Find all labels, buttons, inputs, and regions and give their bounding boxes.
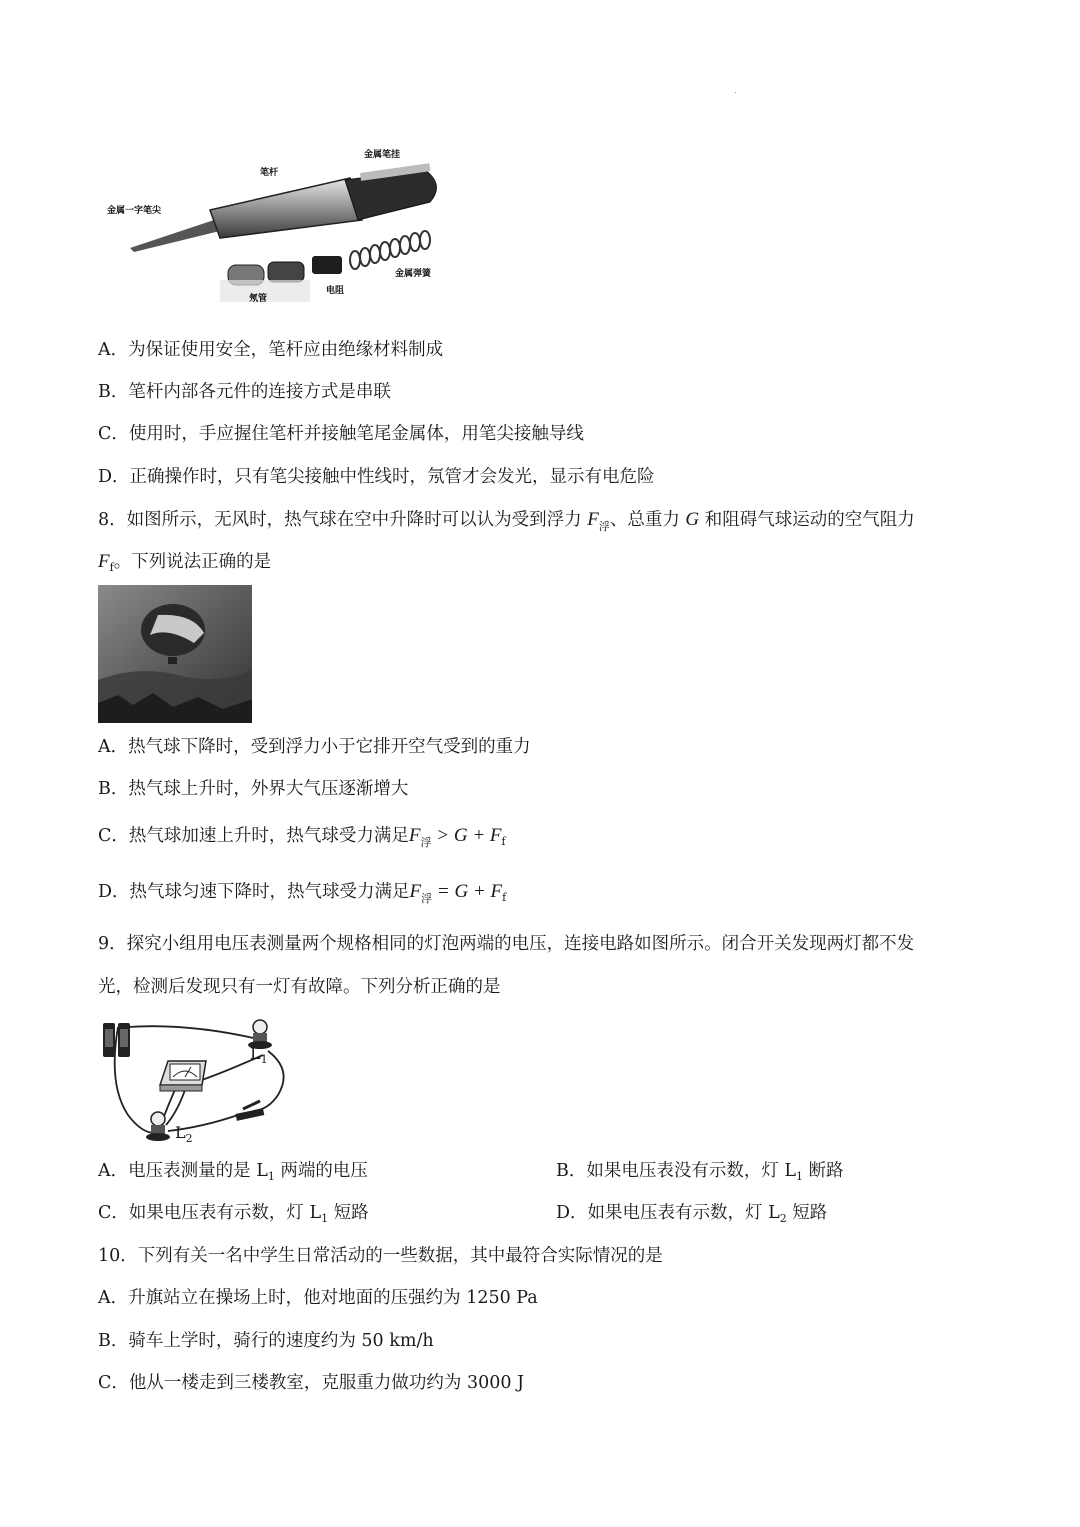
d-drag-symbol: F <box>490 881 503 902</box>
q9-c-post: 短路 <box>328 1203 369 1223</box>
q8-stem-text-3: 和阻碍气球运动的空气阻力 <box>704 510 915 530</box>
q7-option-c: C．使用时，手应握住笔杆并接触笔尾金属体，用笔尖接触导线 <box>98 424 584 444</box>
q10-option-a: A．升旗站立在操场上时，他对地面的压强约为 1250 Pa <box>98 1288 538 1308</box>
q9-b-post: 断路 <box>803 1161 844 1181</box>
circuit-diagram <box>98 1015 298 1147</box>
scan-speck <box>735 92 736 93</box>
buoyancy-subscript: 浮 <box>598 520 610 533</box>
label-l2-sub: 2 <box>185 1132 193 1145</box>
c-drag-symbol: F <box>489 825 502 846</box>
caption-metal-clip: 金属笔挂 <box>364 150 401 160</box>
test-pen-figure <box>100 140 460 310</box>
q9-option-b <box>556 1159 844 1185</box>
d-buoyancy-subscript: 浮 <box>421 892 433 905</box>
q9-d-pre: D．如果电压表有示数，灯 L <box>556 1203 780 1223</box>
gravity-symbol: G <box>685 509 700 530</box>
resistor <box>312 256 342 274</box>
switch <box>235 1101 264 1121</box>
c-plus: + <box>467 825 490 846</box>
buoyancy-symbol: F <box>587 509 599 530</box>
neon-tube-2 <box>268 262 304 282</box>
label-l2-text: L <box>175 1123 186 1142</box>
q8-option-d-text: D．热气球匀速下降时，热气球受力满足 <box>98 882 410 902</box>
q8-stem-text-1: 8．如图所示，无风时，热气球在空中升降时可以认为受到浮力 <box>98 510 582 530</box>
q9-a-sub: 1 <box>267 1170 275 1183</box>
c-buoyancy-subscript: 浮 <box>420 836 432 849</box>
q8-option-a: A．热气球下降时，受到浮力小于它排开空气受到的重力 <box>98 737 531 757</box>
q8-option-c-text: C．热气球加速上升时，热气球受力满足 <box>98 826 409 846</box>
c-buoyancy-symbol: F <box>408 825 421 846</box>
c-drag-subscript: f <box>501 835 506 848</box>
q7-option-d: D．正确操作时，只有笔尖接触中性线时，氖管才会发光，显示有电危险 <box>98 467 655 487</box>
q8-option-c <box>98 824 506 850</box>
label-l1-sub: 1 <box>260 1053 268 1066</box>
q9-option-a <box>98 1159 368 1185</box>
balloon-basket <box>168 657 177 664</box>
label-l1-text: L <box>250 1044 261 1063</box>
q8-stem-text-4: 。下列说法正确的是 <box>113 552 272 572</box>
q9-a-post: 两端的电压 <box>274 1161 368 1181</box>
q8-stem-line2 <box>98 550 271 576</box>
q8-option-d <box>98 880 506 906</box>
caption-barrel: 笔杆 <box>260 168 279 178</box>
voltmeter <box>160 1061 206 1091</box>
d-plus: + <box>468 881 491 902</box>
q9-option-c <box>98 1201 369 1227</box>
pen-tip <box>130 218 224 252</box>
c-gravity-symbol: G <box>453 825 468 846</box>
q9-option-d <box>556 1201 827 1227</box>
q10-option-b: B．骑车上学时，骑行的速度约为 50 km/h <box>98 1331 434 1351</box>
label-l1 <box>250 1042 268 1068</box>
lamp-l2 <box>146 1112 170 1141</box>
q9-b-sub: 1 <box>796 1170 804 1183</box>
d-gravity-symbol: G <box>454 881 469 902</box>
d-buoyancy-symbol: F <box>409 881 422 902</box>
hot-air-balloon-photo <box>98 585 252 723</box>
q8-stem-text-2: 、总重力 <box>609 510 680 530</box>
q9-stem-line1: 9．探究小组用电压表测量两个规格相同的灯泡两端的电压，连接电路如图所示。闭合开关发现两灯都不发 <box>98 934 915 954</box>
q9-d-sub: 2 <box>779 1212 787 1225</box>
q9-d-post: 短路 <box>786 1203 828 1223</box>
c-greater-than: > <box>431 825 454 846</box>
pen-barrel <box>210 178 362 238</box>
caption-tip: 金属一字笔尖 <box>107 206 162 216</box>
label-l2 <box>175 1121 193 1147</box>
q10-option-c: C．他从一楼走到三楼教室，克服重力做功约为 3000 J <box>98 1373 525 1393</box>
q10-stem: 10．下列有关一名中学生日常活动的一些数据，其中最符合实际情况的是 <box>98 1246 663 1266</box>
q9-stem-line2: 光，检测后发现只有一灯有故障。下列分析正确的是 <box>98 977 501 997</box>
q9-c-pre: C．如果电压表有示数，灯 L <box>98 1203 322 1223</box>
q9-b-pre: B．如果电压表没有示数，灯 L <box>556 1161 797 1181</box>
drag-symbol: F <box>98 551 110 572</box>
q7-option-b: B．笔杆内部各元件的连接方式是串联 <box>98 382 391 402</box>
metal-spring <box>350 231 430 269</box>
q9-a-pre: A．电压表测量的是 L <box>98 1161 268 1181</box>
q9-c-sub: 1 <box>321 1212 329 1225</box>
q8-option-b: B．热气球上升时，外界大气压逐渐增大 <box>98 779 409 799</box>
caption-neon: 氖管 <box>249 294 268 304</box>
q7-option-a: A．为保证使用安全，笔杆应由绝缘材料制成 <box>98 340 444 360</box>
caption-spring: 金属弹簧 <box>395 269 432 279</box>
pen-cap <box>345 170 436 220</box>
caption-resistor: 电阻 <box>326 286 345 296</box>
d-equals: = <box>432 881 455 902</box>
d-drag-subscript: f <box>502 891 507 904</box>
q8-stem-line1 <box>98 508 915 534</box>
drag-subscript: f <box>109 561 114 574</box>
